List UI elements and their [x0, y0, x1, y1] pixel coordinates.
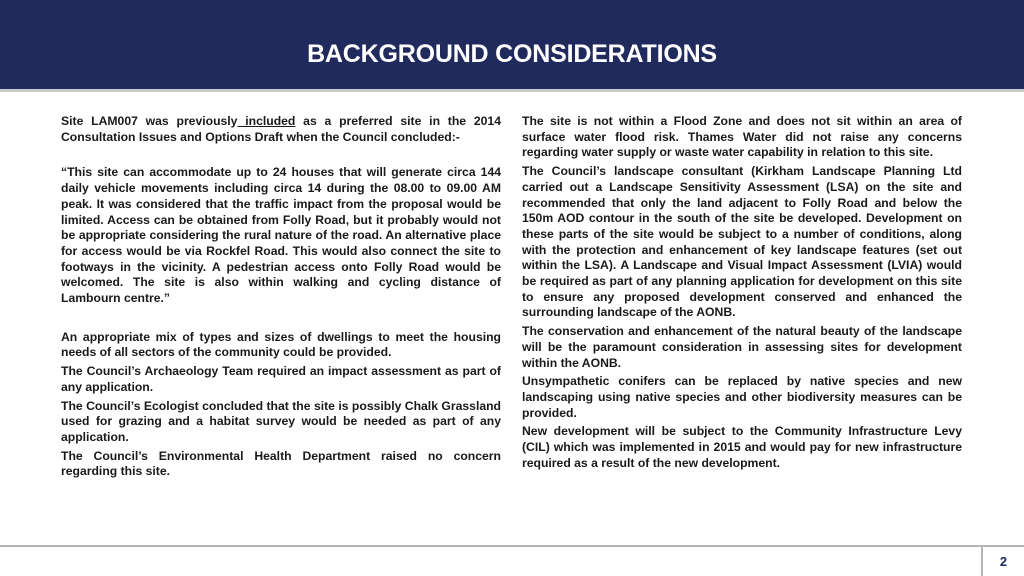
left-paragraph-3: An appropriate mix of types and sizes of dwellings to meet the housing needs of all sectors of the community could be provided.	[61, 329, 501, 360]
left-column	[61, 114, 501, 480]
header-bar	[0, 0, 1024, 92]
right-paragraph-5: New development will be subject to the Community Infrastructure Levy (CIL) which was implemented in 2015 and would pay for new infrastructure required as a result of the new development.	[522, 424, 962, 470]
left-paragraph-5: The Council’s Ecologist concluded that the site is possibly Chalk Grassland used for grazing and a habitat survey would be needed as part of any application.	[61, 398, 501, 444]
left-paragraph-4: The Council’s Archaeology Team required an impact assessment as part of any application.	[61, 364, 501, 394]
footer-divider	[0, 545, 1024, 547]
page-number-box	[981, 547, 1024, 576]
left-p1-underlined: included	[237, 114, 296, 128]
page-title: BACKGROUND CONSIDERATIONS	[307, 40, 717, 68]
left-paragraph-6: The Council’s Environmental Health Department raised no concern regarding this site.	[61, 448, 501, 479]
left-p1-text-b: as a preferred site in the 2014 Consultation Issues and Options Draft when the Council concluded:-	[61, 114, 501, 144]
right-paragraph-3: The conservation and enhancement of the natural beauty of the landscape will be the paramount consideration in assessing sites for development within the AONB.	[522, 324, 962, 370]
right-paragraph-1: The site is not within a Flood Zone and does not sit within an area of surface water flood risk. Thames Water did not raise any concerns regarding water supply or waste water capability in relation to this site.	[522, 114, 962, 160]
right-column	[522, 114, 962, 471]
left-paragraph-2-quote: “This site can accommodate up to 24 houses that will generate circa 144 daily vehicle movements including circa 14 during the 08.00 to 09.00 AM peak. It was considered that the traffic impact from the proposal would be limited. Access can be obtained from Folly Road, but it probably would not be appropriate considering the rural nature of the road. An alternative place for access would be via Rockfel Road. This would also connect the site to footways in the vicinity. A pedestrian access onto Folly Road would be welcomed. The site is also within walking and cycling distance of Lambourn centre.”	[61, 165, 501, 306]
page-number: 2	[999, 554, 1008, 569]
left-paragraph-1	[61, 114, 501, 145]
right-paragraph-4: Unsympathetic conifers can be replaced by native species and new landscaping using native species and other biodiversity measures can be provided.	[522, 374, 962, 420]
left-p1-text-a: Site LAM007 was previously	[61, 114, 238, 128]
right-paragraph-2: The Council’s landscape consultant (Kirkham Landscape Planning Ltd carried out a Landscape Sensitivity Assessment (LSA) on the site and recommended that only the land adjacent to Folly Road and below the 150m AOD contour in the south of the site be developed. Development on these parts of the site would be subject to a number of conditions, along with the protection and enhancement of key landscape features (set out within the LSA). A Landscape and Visual Impact Assessment (LVIA) would be required as part of any planning application for development on this site to ensure any proposed development conserved and enhanced the surrounding landscape of the AONB.	[522, 164, 962, 320]
